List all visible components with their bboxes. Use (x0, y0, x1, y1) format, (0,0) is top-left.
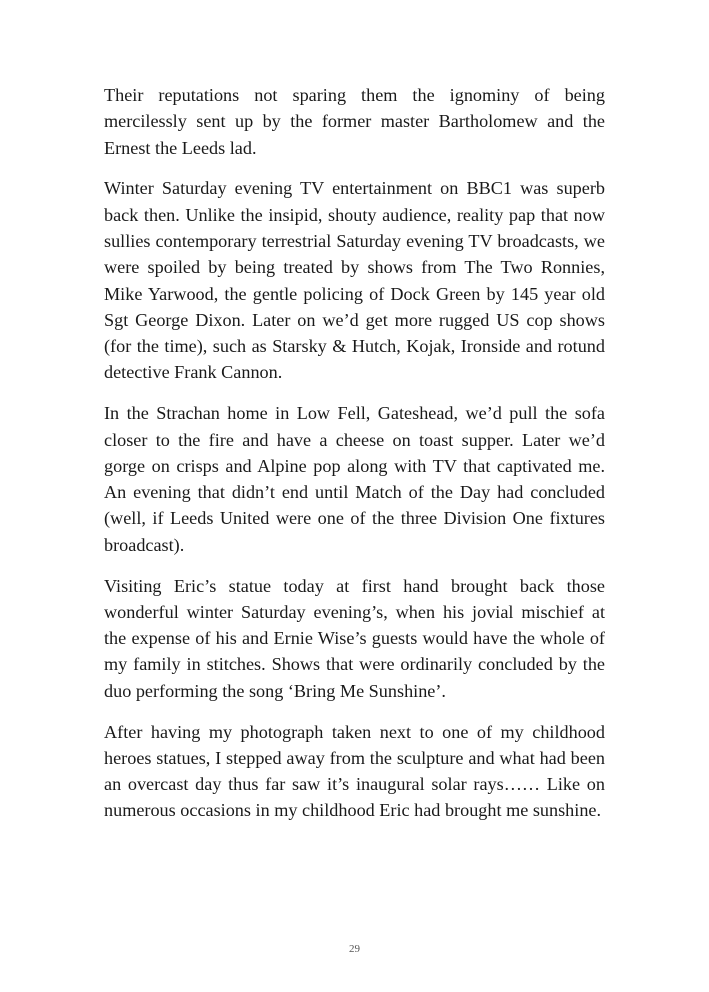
page-number: 29 (349, 943, 360, 955)
body-text (104, 82, 605, 838)
paragraph-4: Visiting Eric’s statue today at first hand brought back those wonderful winter Saturday evening’s, when his jovial mischief at the expense of his and Ernie Wise’s guests would have the whole of my family in stitches. Shows that were ordinarily concluded by the duo performing the song ‘Bring Me Sunshine’. (104, 575, 605, 701)
paragraph-2: Winter Saturday evening TV entertainment on BBC1 was superb back then. Unlike the insipid, shouty audience, reality pap that now sullies contemporary terrestrial Saturday evening TV broadcasts, we were spoiled by being treated by shows from The Two Ronnies, Mike Yarwood, the gentle policing of Dock Green by 145 year old Sgt George Dixon. Later on we’d get more rugged US cop shows (for the time), such as Starsky & Hutch, Kojak, Ironside and rotund detective Frank Cannon. (104, 178, 605, 383)
paragraph-5: After having my photograph taken next to one of my childhood heroes statues, I stepped away from the sculpture and what had been an overcast day thus far saw it’s inaugural solar rays…… Like on numerous occasions in my childhood Eric had brought me sunshine. (104, 721, 605, 821)
paragraph-1: Their reputations not sparing them the ignominy of being mercilessly sent up by the former master Bartholomew and the Ernest the Leeds lad. (104, 85, 605, 158)
paragraph-3: In the Strachan home in Low Fell, Gateshead, we’d pull the sofa closer to the fire and have a cheese on toast supper. Later we’d gorge on crisps and Alpine pop along with TV that captivated me. An evening that didn’t end until Match of the Day had concluded (well, if Leeds United were one of the three Division One fixtures broadcast). (104, 403, 605, 555)
